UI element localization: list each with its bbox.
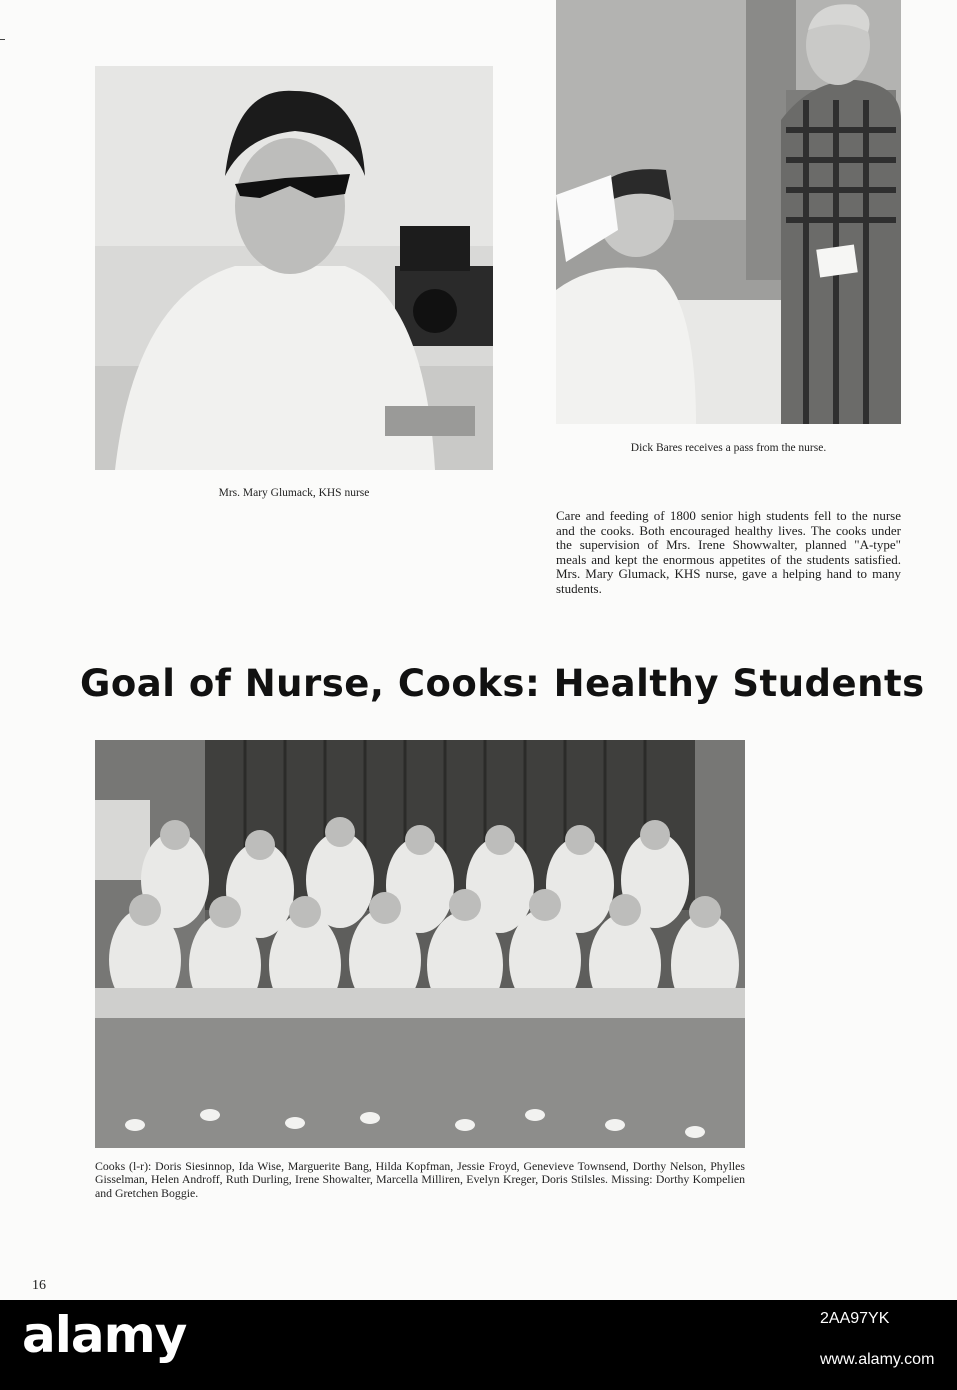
nurse-pass-photo bbox=[556, 0, 901, 424]
nurse-pass-caption: Dick Bares receives a pass from the nurse. bbox=[630, 442, 827, 454]
cooks-group-photo bbox=[95, 740, 745, 1148]
page-headline: Goal of Nurse, Cooks: Healthy Students bbox=[80, 662, 925, 705]
nurse-portrait-photo bbox=[95, 66, 493, 470]
watermark-url: www.alamy.com bbox=[820, 1351, 935, 1368]
nurse-portrait-caption: Mrs. Mary Glumack, KHS nurse bbox=[218, 487, 370, 499]
cooks-caption: Cooks (l-r): Doris Siesinnop, Ida Wise, Marguerite Bang, Hilda Kopfman, Jessie Froyd, Genevieve Townsend, Dorthy Nelson, Phylles Gisselman, Helen Androff, Ruth Durling, Irene Showalter, Marcella Milliren, Evelyn Kreger, Doris Stilsles. Missing: Dorthy Kompelien and Gretchen Boggie. bbox=[95, 1159, 745, 1200]
alamy-logo: alamy bbox=[22, 1306, 187, 1364]
page-number: 16 bbox=[32, 1278, 46, 1293]
image-id-label: 2AA97YK bbox=[820, 1310, 890, 1327]
registration-mark bbox=[0, 39, 5, 40]
article-body: Care and feeding of 1800 senior high students fell to the nurse and the cooks. Both encouraged healthy lives. The cooks under the supervision of Mrs. Irene Showwalter, planned "A-type" meals and kept the enormous appetites of the students satisfied. Mrs. Mary Glumack, KHS nurse, gave a helping hand to many students. bbox=[556, 508, 901, 596]
